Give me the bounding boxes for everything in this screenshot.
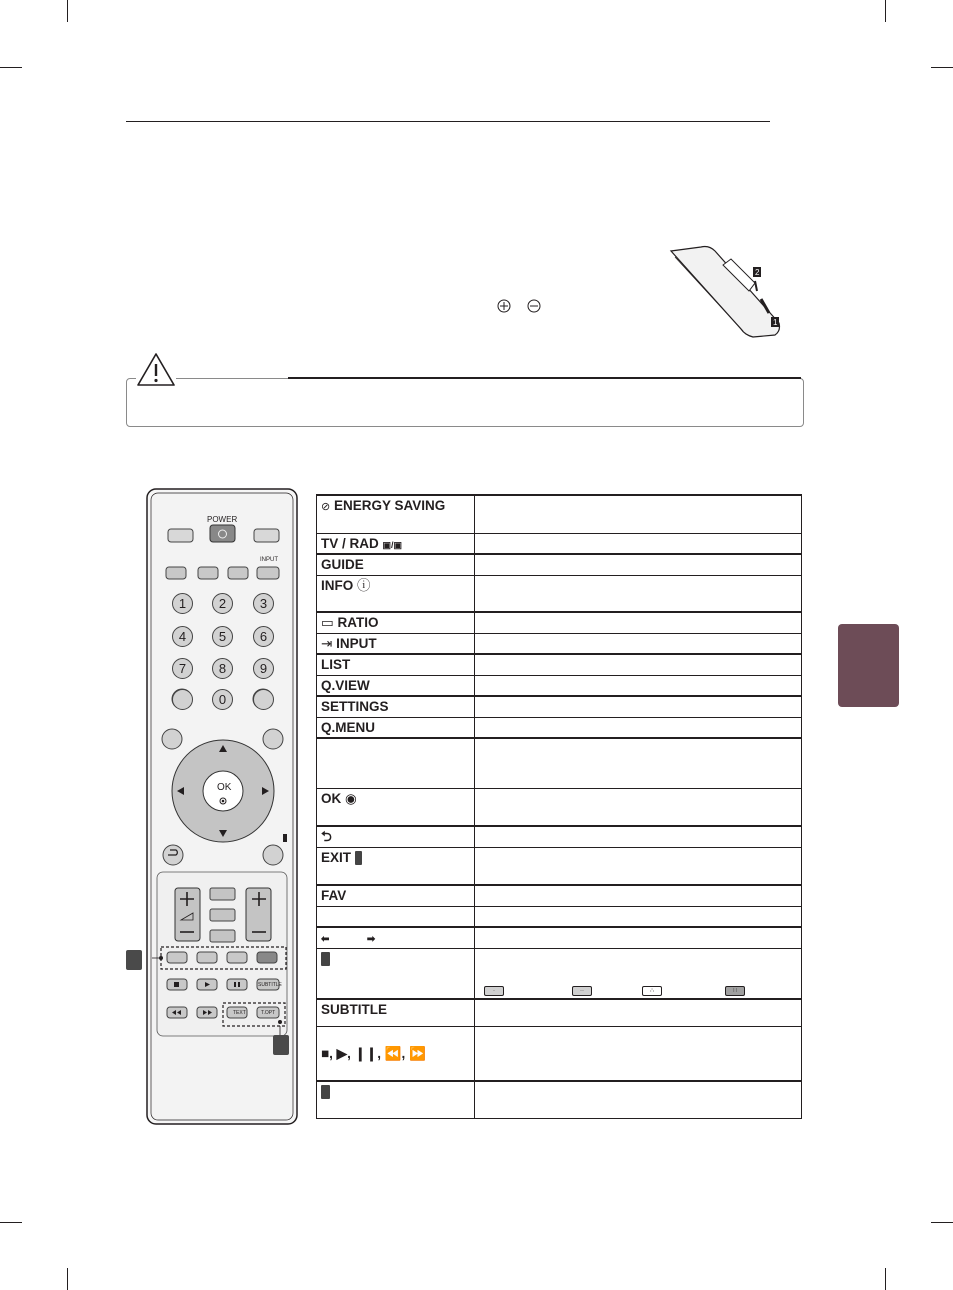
key-label: SETTINGS: [321, 699, 389, 714]
crop-mark: [931, 67, 953, 68]
number-button-9[interactable]: 9: [253, 658, 274, 679]
stop-icon: ■: [321, 1046, 330, 1062]
key-label: INFO: [321, 577, 354, 593]
text-key-label: TEXT: [233, 1010, 246, 1016]
energy-saving-icon: ⊘: [321, 501, 331, 513]
callout-marker-b: [273, 1035, 289, 1055]
topt-key-label: T.OPT: [261, 1010, 276, 1016]
callout-icon: [321, 952, 330, 966]
crop-mark: [931, 1222, 953, 1223]
key-label: EXIT: [321, 849, 352, 865]
yellow-button: [227, 952, 247, 963]
subtitle-key-label: SUBTITLE: [258, 982, 282, 988]
svg-text:2: 2: [755, 268, 760, 277]
key-label: SUBTITLE: [321, 1001, 387, 1017]
table-row: [317, 533, 802, 554]
red-key-icon: ·: [484, 986, 504, 996]
battery-cover-illustration: [665, 243, 785, 343]
input-icon: ⇥: [321, 635, 333, 651]
blank-button-right[interactable]: [253, 689, 274, 710]
crop-mark: [67, 1268, 68, 1290]
caution-box: [126, 378, 804, 427]
table-row: [317, 554, 802, 575]
table-row: [317, 654, 802, 675]
ratio-button: [228, 567, 248, 579]
table-row: [317, 696, 802, 717]
crop-mark: [0, 1222, 22, 1223]
play-icon: ▶: [336, 1046, 348, 1062]
number-button-4[interactable]: 4: [172, 626, 193, 647]
key-label: RATIO: [337, 615, 379, 630]
crop-mark: [885, 0, 886, 22]
crop-mark: [67, 0, 68, 22]
yellow-key-icon: ∴: [642, 986, 662, 996]
blue-button: [257, 952, 277, 963]
table-row: [317, 906, 802, 927]
key-label: LIST: [321, 657, 351, 672]
table-row: [317, 999, 802, 1027]
back-icon: ⮌: [321, 829, 332, 844]
number-button-6[interactable]: 6: [253, 626, 274, 647]
qmenu-button: [263, 729, 283, 749]
3d-button: [210, 909, 235, 921]
number-button-1[interactable]: 1: [172, 593, 193, 614]
table-row: [317, 1081, 802, 1119]
blank-button-left[interactable]: [172, 689, 193, 710]
number-button-3[interactable]: 3: [253, 593, 274, 614]
settings-button: [162, 729, 182, 749]
key-label: INPUT: [336, 635, 377, 651]
callout-icon: [321, 1085, 330, 1099]
number-button-2[interactable]: 2: [212, 593, 233, 614]
remote-control-illustration: [146, 488, 298, 1125]
key-label: Q.MENU: [321, 719, 375, 735]
green-button: [197, 952, 217, 963]
table-row: [317, 675, 802, 696]
crop-mark: [0, 67, 22, 68]
guide-button: [166, 567, 186, 579]
polarity-icons: [496, 298, 544, 314]
red-button: [167, 952, 187, 963]
number-button-0[interactable]: 0: [212, 689, 233, 710]
table-row: [317, 612, 802, 633]
mute-button: [210, 930, 235, 942]
program-down-icon: ⬅: [321, 934, 330, 945]
header-rule: [126, 121, 770, 122]
exit-button: [263, 845, 283, 865]
fast-forward-icon: ⏩: [409, 1046, 426, 1062]
program-up-icon: ➡: [366, 934, 376, 945]
table-row: [317, 788, 802, 826]
pause-button: [227, 979, 247, 990]
table-row: [317, 885, 802, 906]
key-label: TV / RAD: [321, 535, 379, 551]
section-tab: [838, 624, 899, 707]
number-button-7[interactable]: 7: [172, 658, 193, 679]
key-label: GUIDE: [321, 557, 364, 572]
key-label: OK: [321, 790, 342, 806]
rewind-icon: ⏪: [384, 1046, 402, 1062]
table-row: [317, 927, 802, 949]
energy-saving-button: [168, 529, 193, 542]
table-row: ■, ▶, ❙❙, ⏪, ⏩: [317, 1027, 802, 1081]
table-row: [317, 575, 802, 612]
pause-icon: ❙❙: [354, 1046, 378, 1062]
table-row: [317, 949, 802, 999]
table-row: [317, 633, 802, 654]
info-icon: ⓘ: [357, 577, 371, 593]
number-button-5[interactable]: 5: [212, 626, 233, 647]
table-row: [317, 495, 802, 533]
table-row: [317, 847, 802, 885]
key-label: FAV: [321, 888, 347, 903]
tv-rad-button: [254, 529, 279, 542]
ratio-icon: ▭: [321, 615, 334, 630]
key-table: [316, 494, 802, 1119]
table-row: [317, 738, 802, 788]
table-row: [317, 717, 802, 738]
callout-marker-a: [126, 950, 142, 970]
number-button-8[interactable]: 8: [212, 658, 233, 679]
fav-button: [210, 888, 235, 900]
table-row: [317, 826, 802, 847]
crop-mark: [885, 1268, 886, 1290]
power-label: POWER: [207, 515, 238, 524]
key-label: Q.VIEW: [321, 677, 370, 693]
green-key-icon: ··: [572, 986, 592, 996]
warning-icon: [136, 352, 176, 388]
blue-key-icon: ∷: [725, 986, 745, 996]
caution-rule: [288, 377, 801, 379]
input-button: [257, 567, 279, 579]
ok-circle-icon: ◉: [345, 790, 357, 806]
input-label: INPUT: [260, 557, 278, 563]
ok-label: OK: [217, 782, 232, 793]
key-label: ENERGY SAVING: [333, 498, 446, 513]
tv-radio-icon: ▣/▣: [382, 539, 403, 550]
svg-text:1: 1: [773, 318, 778, 327]
exit-icon: [355, 851, 362, 865]
power-button: [210, 525, 235, 542]
info-button: [198, 567, 218, 579]
